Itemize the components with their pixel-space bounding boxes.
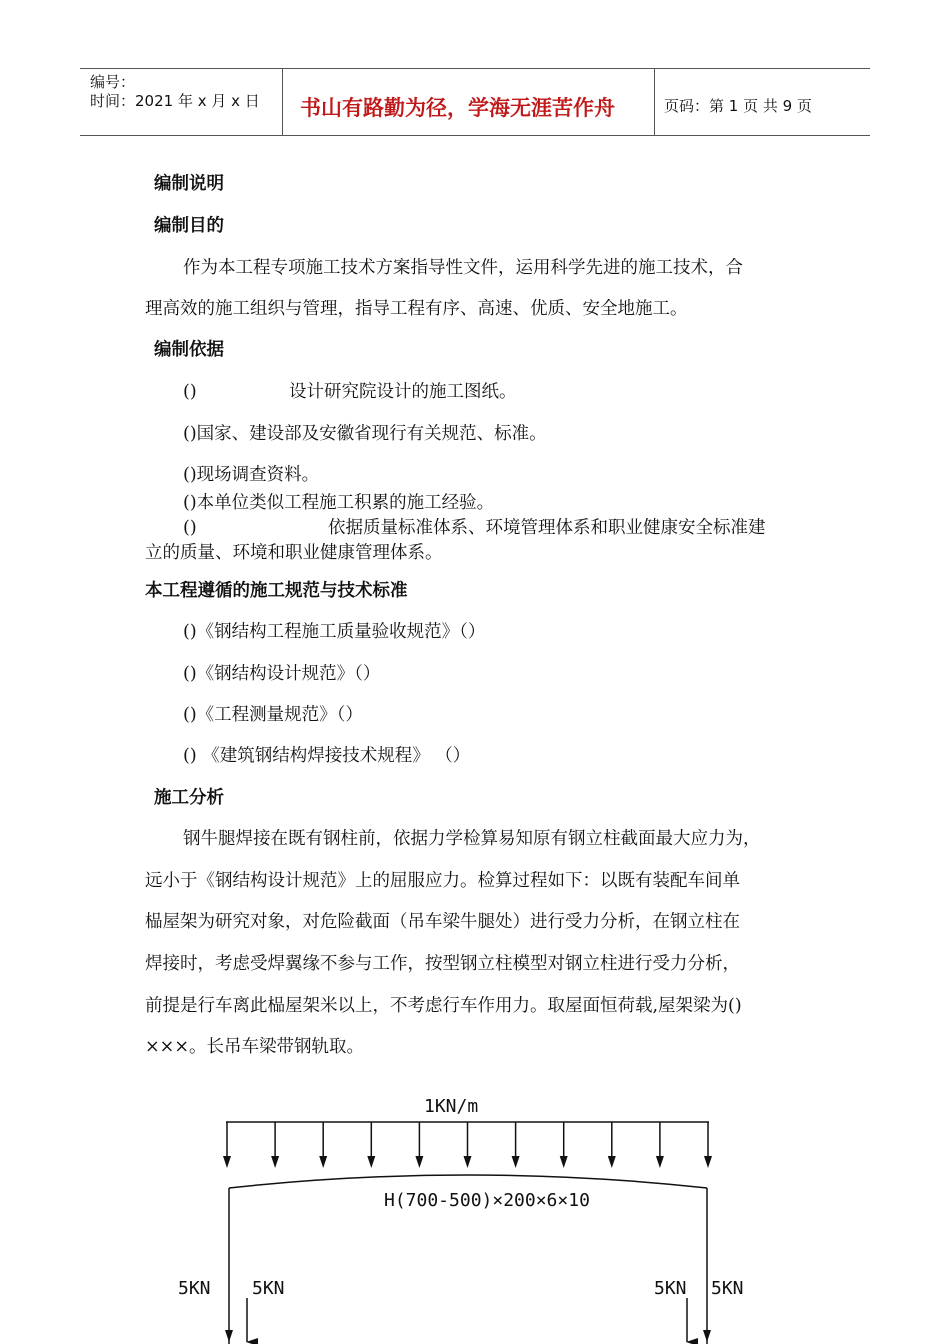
frame-load-diagram — [0, 1080, 950, 1344]
force-label-left-inner: 5KN — [252, 1278, 285, 1299]
basis-item-continued: 立的质量、环境和职业健康管理体系。 — [145, 543, 443, 563]
standard-item: ()《钢结构设计规范》（） — [183, 664, 381, 684]
header-motto: 书山有路勤为径，学海无涯苦作舟 — [300, 96, 615, 120]
basis-item: ()本单位类似工程施工积累的施工经验。 — [183, 493, 495, 513]
heading-compilation-notes: 编制说明 — [154, 174, 224, 194]
page-counter: 页码：第 1 页 共 9 页 — [664, 97, 812, 115]
distributed-load-arrows — [223, 1122, 712, 1168]
basis-item-text: 设计研究院设计的施工图纸。 — [289, 382, 517, 402]
header-divider-right — [654, 68, 655, 136]
document-date: 时间：2021 年 x 月 x 日 — [90, 92, 260, 110]
load-arrow-head — [367, 1156, 375, 1168]
analysis-line: 前提是行车离此榀屋架米以上，不考虑行车作用力。取屋面恒荷载,屋架梁为() — [145, 996, 742, 1016]
load-arrow-head — [415, 1156, 423, 1168]
basis-item: ()国家、建设部及安徽省现行有关规范、标准。 — [183, 424, 547, 444]
basis-item-index: () — [183, 382, 197, 402]
analysis-line: 远小于《钢结构设计规范》上的屈服应力。检算过程如下：以既有装配车间单 — [145, 871, 740, 891]
analysis-line: 焊接时，考虑受焊翼缘不参与工作，按型钢立柱模型对钢立柱进行受力分析， — [145, 954, 740, 974]
column-load-arrow-left — [225, 1330, 233, 1342]
beam-section-label: H(700-500)×200×6×10 — [384, 1190, 590, 1211]
heading-purpose: 编制目的 — [154, 216, 224, 236]
heading-basis: 编制依据 — [154, 340, 224, 360]
purpose-line: 作为本工程专项施工技术方案指导性文件，运用科学先进的施工技术，合 — [183, 258, 743, 278]
distributed-load-label: 1KN/m — [424, 1096, 479, 1117]
load-arrow-head — [223, 1156, 231, 1168]
basis-item-text: 依据质量标准体系、环境管理体系和职业健康安全标准建 — [328, 518, 766, 538]
load-arrow-head — [704, 1156, 712, 1168]
force-label-right-inner: 5KN — [654, 1278, 687, 1299]
analysis-line: 钢牛腿焊接在既有钢柱前，依据力学检算易知原有钢立柱截面最大应力为， — [183, 829, 761, 849]
load-arrow-head — [512, 1156, 520, 1168]
standard-item: ()《钢结构工程施工质量验收规范》（） — [183, 622, 486, 642]
load-arrow-head — [319, 1156, 327, 1168]
header-bottom-rule — [80, 135, 870, 136]
purpose-line: 理高效的施工组织与管理，指导工程有序、高速、优质、安全地施工。 — [145, 299, 688, 319]
document-number-label: 编号： — [90, 73, 136, 91]
load-arrow-head — [656, 1156, 664, 1168]
heading-standards: 本工程遵循的施工规范与技术标准 — [145, 581, 408, 601]
load-arrow-head — [464, 1156, 472, 1168]
basis-item: ()现场调查资料。 — [183, 465, 320, 485]
load-arrow-head — [560, 1156, 568, 1168]
force-label-left-outer: 5KN — [178, 1278, 211, 1299]
analysis-line: 榀屋架为研究对象，对危险截面（吊车梁牛腿处）进行受力分析，在钢立柱在 — [145, 912, 740, 932]
basis-item-index: () — [183, 518, 197, 538]
load-arrow-head — [608, 1156, 616, 1168]
header-divider-left — [282, 68, 283, 136]
force-label-right-outer: 5KN — [711, 1278, 744, 1299]
column-load-arrow-right — [703, 1330, 711, 1342]
standard-item: ()《工程测量规范》（） — [183, 705, 363, 725]
standard-item: () 《建筑钢结构焊接技术规程》 （） — [183, 746, 471, 766]
roof-beam — [229, 1175, 707, 1188]
header-top-rule — [80, 68, 870, 69]
heading-analysis: 施工分析 — [154, 788, 224, 808]
load-arrow-head — [271, 1156, 279, 1168]
analysis-line: ×××。长吊车梁带钢轨取。 — [145, 1037, 364, 1057]
